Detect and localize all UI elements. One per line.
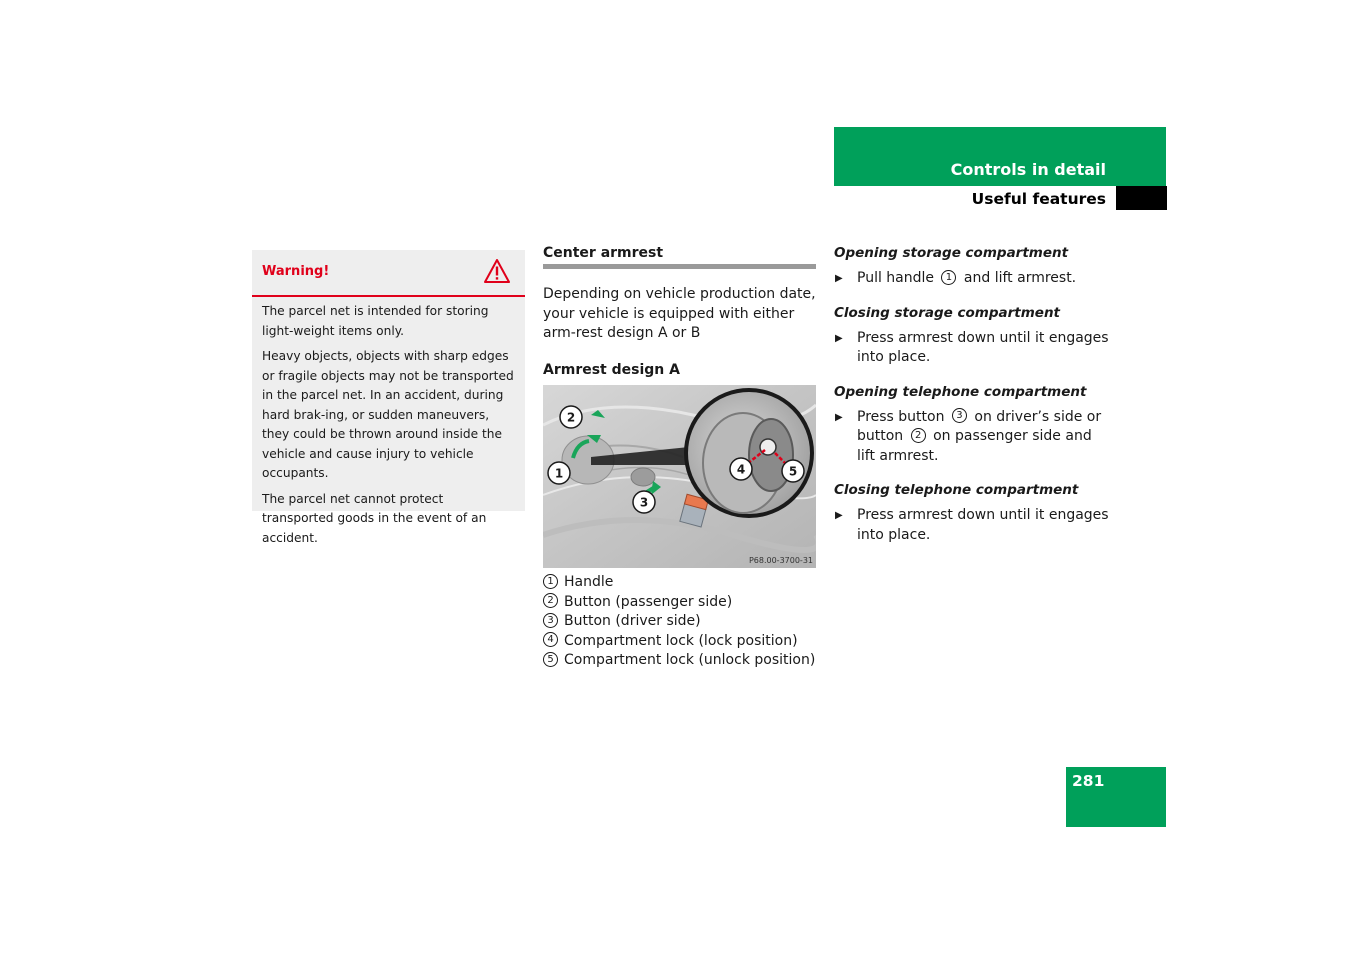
center-armrest-intro: Depending on vehicle production date, your vehicle is equipped with either arm-rest design A or B [543,286,816,341]
figure-code: P68.00-3700-31 [748,556,813,565]
number-icon: 1 [941,270,956,285]
warning-paragraph: Heavy objects, objects with sharp edges or fragile objects may not be transported in the parcel net. In an accident, during hard brak-ing, or sudden maneuvers, they could be thrown around inside the vehicle and cause injury to vehicle occupants. [262,349,514,480]
number-icon: 4 [543,632,558,647]
instruction-step [834,329,1114,368]
svg-text:4: 4 [736,462,746,477]
callout-2 [560,406,582,428]
warning-box [252,250,525,545]
number-icon: 5 [543,652,558,667]
bullet-arrow-icon: ▶ [835,510,843,521]
legend-label: Compartment lock (unlock position) [564,652,816,668]
instruction-step [834,269,1114,289]
section-title: Controls in detail [950,160,1106,179]
legend-item [543,593,823,613]
legend-label: Compartment lock (lock position) [564,632,798,649]
callout-4 [730,458,752,480]
step-text: Press armrest down until it engages into place. [857,329,1109,365]
step-text: Press button [857,408,945,425]
step-text: and lift armrest. [963,270,1077,286]
instruction-step [834,408,1114,467]
warning-paragraph: The parcel net cannot protect transported goods in the event of an accident. [262,491,487,545]
page-number-box [1066,767,1166,827]
step-text: on driver’s side or button [857,408,1102,444]
legend-label: Handle [564,574,614,590]
warning-header [252,250,525,297]
armrest-design-heading: Armrest design A [543,361,680,378]
page-number: 281 [1072,772,1105,790]
instruction-heading: Opening storage compartment [834,245,1069,261]
legend-item [543,573,823,593]
svg-text:3: 3 [639,495,649,510]
armrest-illustration [543,385,816,568]
legend-item [543,632,823,652]
callout-1 [548,462,570,484]
number-icon: 2 [911,428,926,443]
bullet-arrow-icon: ▶ [835,273,843,284]
warning-triangle-icon [483,258,511,284]
step-text: Pull handle [857,270,935,286]
warning-body [262,302,517,554]
instructions-section [834,245,1114,561]
svg-text:5: 5 [788,464,798,479]
bullet-arrow-icon: ▶ [835,332,843,344]
subsection-title: Useful features [971,190,1106,208]
step-text: on passenger side and lift armrest. [857,428,1092,464]
legend-label: Button (driver side) [564,613,701,629]
center-armrest-section [543,245,816,668]
legend-item [543,612,823,632]
warning-title: Warning! [262,264,330,279]
callout-3 [633,491,655,513]
instruction-heading: Opening telephone compartment [834,383,1087,400]
number-icon: 1 [543,574,558,589]
header-black-tab [1116,186,1167,210]
svg-text:1: 1 [554,466,564,481]
instruction-heading: Closing storage compartment [834,304,1061,321]
number-icon: 3 [952,408,967,423]
center-armrest-heading: Center armrest [543,245,816,269]
bullet-arrow-icon: ▶ [835,411,843,423]
svg-text:2: 2 [566,410,576,425]
number-icon: 2 [543,593,558,608]
figure-legend [543,573,823,671]
instruction-step [834,506,1114,545]
warning-paragraph: The parcel net is intended for storing light-weight items only. [262,304,489,338]
legend-label: Button (passenger side) [564,593,733,610]
number-icon: 3 [543,613,558,628]
callout-5 [782,460,804,482]
legend-item [543,651,823,671]
instruction-heading: Closing telephone compartment [834,482,1079,498]
step-text: Press armrest down until it engages into place. [857,507,1109,543]
